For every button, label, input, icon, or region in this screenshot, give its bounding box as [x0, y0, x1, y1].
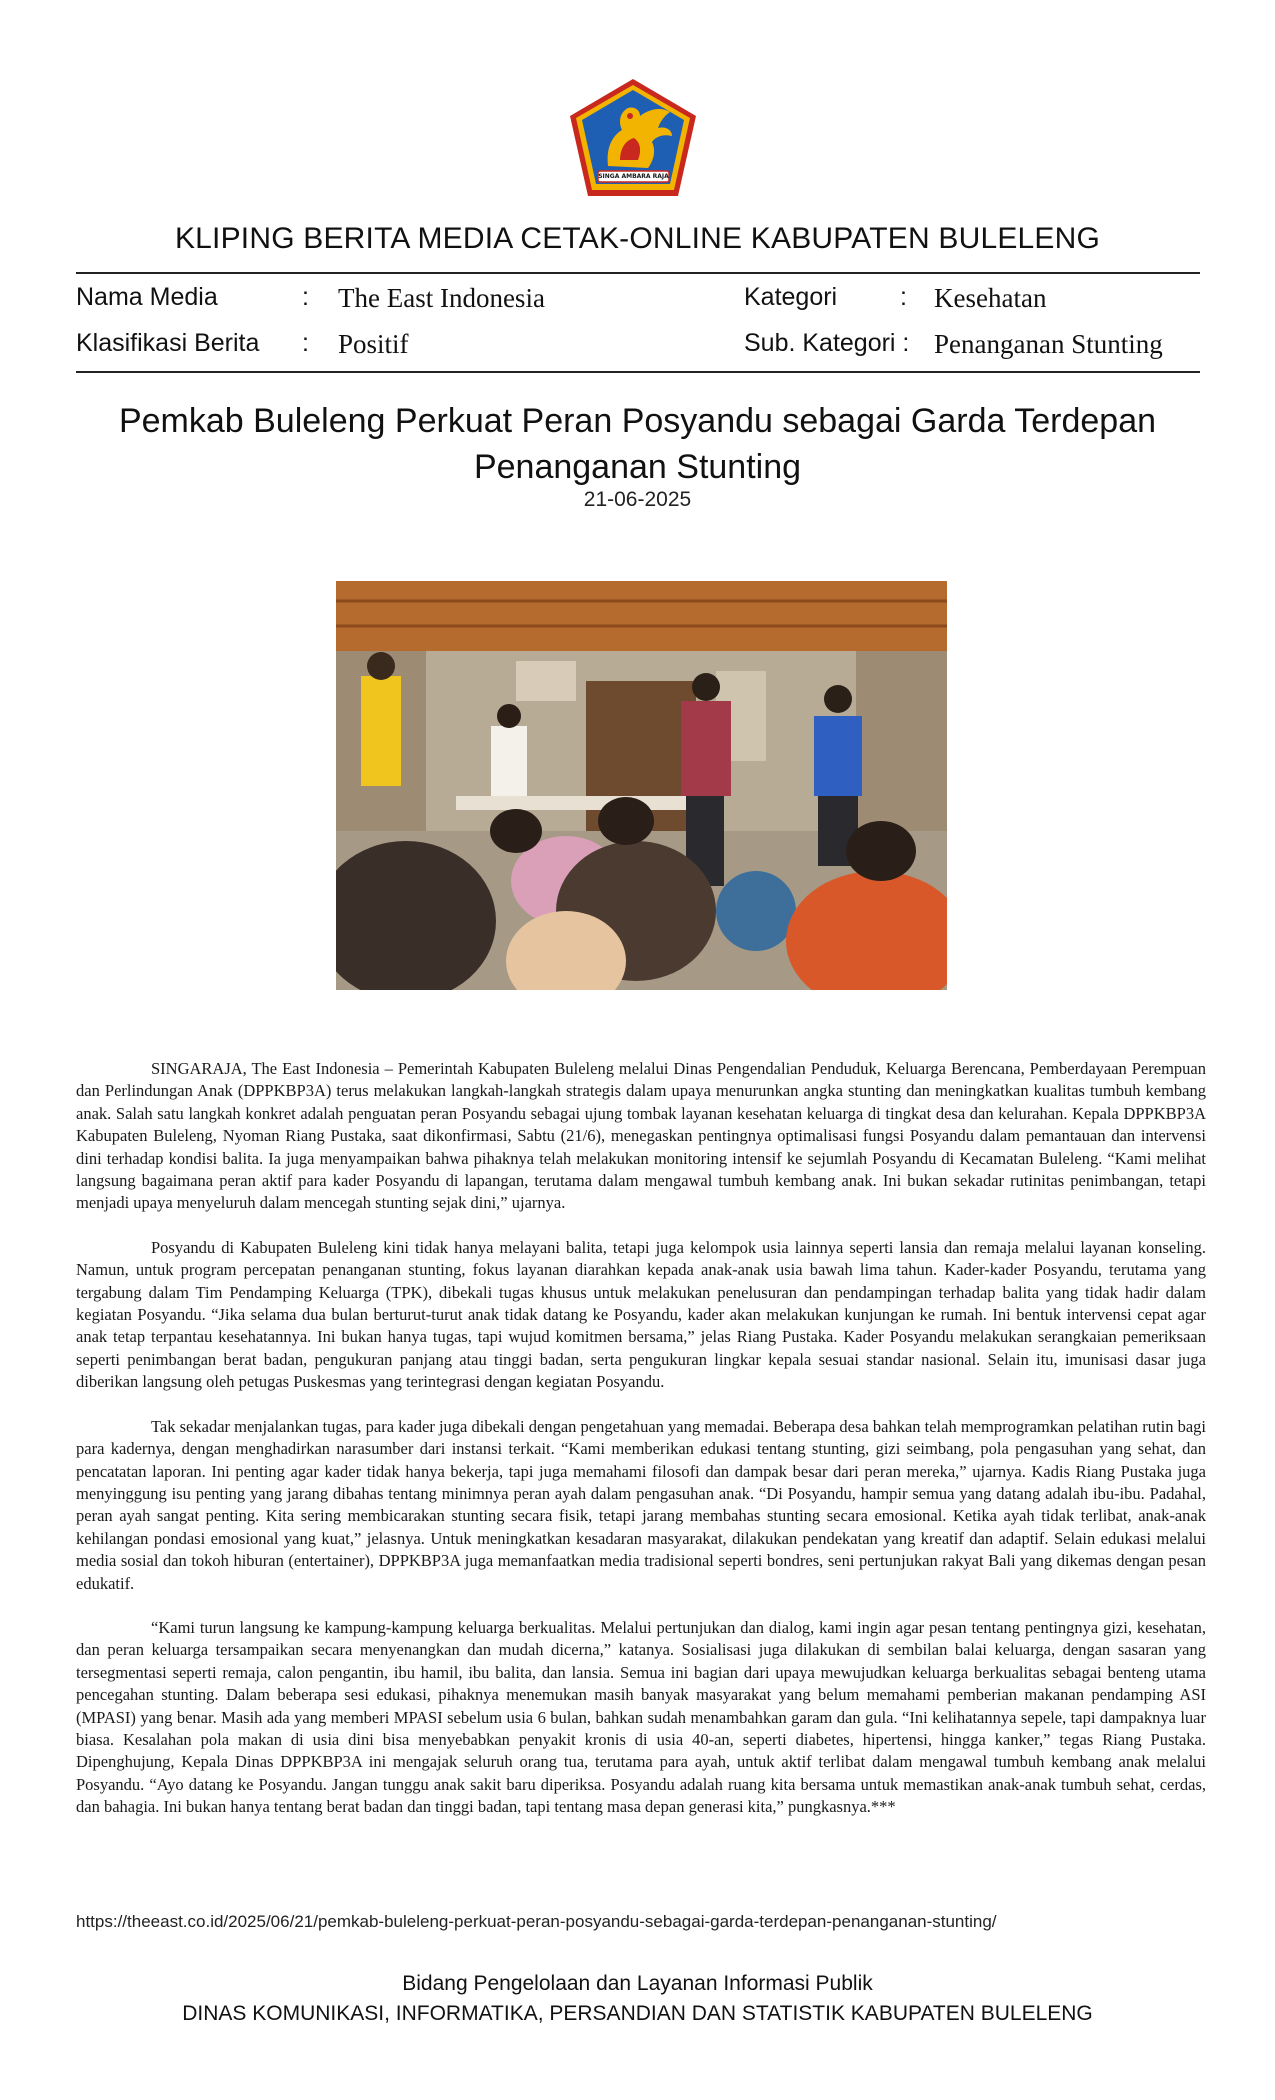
article-paragraph-3: Tak sekadar menjalankan tugas, para kader juga dibekali dengan pengetahuan yang memadai. Beberapa desa bahkan telah memprogramkan pelatihan rutin bagi para kadernya, dengan menghadirkan narasumber dari instansi terkait. “Kami memberikan edukasi tentang stunting, gizi seimbang, pola pengasuhan yang sehat, dan pencatatan laporan. Ini penting agar kader tidak hanya bekerja, tapi juga memahami filosofi dan dampak besar dari peran mereka,” ujarnya. Kadis Riang Pustaka juga menyinggung isu penting yang jarang dibahas tentang minimnya peran ayah dalam pengasuhan anak. “Di Posyandu, hampir semua yang datang adalah ibu-ibu. Padahal, peran ayah sangat penting. Kita sering membicarakan stunting secara fisik, tetapi jarang membahas stunting secara emosional. Ketika ayah tidak terlibat, anak-anak kehilangan pondasi emosional yang kuat,” jelasnya. Untuk meningkatkan kesadaran masyarakat, dilakukan pendekatan yang kreatif dan adaptif. Selain edukasi melalui media sosial dan tokoh hiburan (entertainer), DPPKBP3A juga memanfaatkan media tradisional seperti bondres, seni pertunjukan rakyat Bali yang dikemas dengan pesan edukatif. — [76, 1416, 1206, 1593]
article-date: 21-06-2025 — [583, 488, 692, 511]
logo-motto-text: SINGA AMBARA RAJA — [598, 173, 669, 180]
media-name-separator: : — [302, 283, 309, 311]
source-url-link[interactable]: https://theeast.co.id/2025/06/21/pemkab-buleleng-perkuat-peran-posyandu-sebagai-garda-terdepan-penanganan-stunting/ — [76, 1912, 997, 1931]
article-headline: Pemkab Buleleng Perkuat Peran Posyandu sebagai Garda Terdepan Penanganan Stunting — [118, 402, 1157, 486]
header-divider-bottom — [76, 371, 1200, 373]
category-separator: : — [900, 283, 907, 311]
article-paragraph-4: “Kami turun langsung ke kampung-kampung keluarga berkualitas. Melalui pertunjukan dan dialog, kami ingin agar pesan tentang pentingnya gizi, kesehatan, dan peran keluarga tersampaikan secara menyenangkan dan mudah dicerna,” katanya. Sosialisasi juga dilakukan di sembilan balai keluarga, dengan sasaran yang tersegmentasi seperti remaja, calon pengantin, ibu hamil, ibu balita, dan lansia. Semua ini bagian dari upaya mewujudkan keluarga berkualitas sebagai benteng utama pencegahan stunting. Dalam beberapa sesi edukasi, pihaknya menemukan masih banyak masyarakat yang belum memahami pemberian makanan pendamping ASI (MPASI) yang benar. Masih ada yang memberi MPASI sebelum usia 6 bulan, bahkan sudah menambahkan garam dan gula. “Ini kelihatannya sepele, tapi dampaknya luar biasa. Kesalahan pola makan di usia dini bisa menyebabkan penyakit kronis di usia 40-an, seperti diabetes, hipertensi, hingga kanker,” tegas Riang Pustaka. Dipenghujung, Kepala Dinas DPPKBP3A ini mengajak seluruh orang tua, terutama para ayah, untuk aktif terlibat dalam mengawal tumbuh kembang anak melalui Posyandu. “Ayo datang ke Posyandu. Jangan tunggu anak sakit baru diperiksa. Posyandu adalah ruang kita bersama untuk memastikan anak-anak tumbuh sehat, cerdas, dan bahagia. Ini bukan hanya tentang berat badan dan tinggi badan, tapi tentang masa depan generasi kita,” pungkasnya.*** — [76, 1617, 1206, 1817]
media-name-value: The East Indonesia — [338, 283, 545, 313]
header-divider-top — [76, 272, 1200, 274]
footer-agency: DINAS KOMUNIKASI, INFORMATIKA, PERSANDIAN DAN STATISTIK KABUPATEN BULELENG — [182, 2002, 1093, 2025]
posyandu-meeting-photo — [336, 581, 947, 990]
category-value: Kesehatan — [934, 283, 1047, 313]
media-name-label: Nama Media — [76, 283, 218, 311]
footer-department: Bidang Pengelolaan dan Layanan Informasi Publik — [402, 1972, 873, 1995]
article-paragraph-1: SINGARAJA, The East Indonesia – Pemerintah Kabupaten Buleleng melalui Dinas Pengendalian Penduduk, Keluarga Berencana, Pemberdayaan Perempuan dan Perlindungan Anak (DPPKBP3A) terus melakukan langkah-langkah strategis dalam upaya menurunkan angka stunting dan meningkatkan kualitas tumbuh kembang anak. Salah satu langkah konkret adalah penguatan peran Posyandu sebagai ujung tombak layanan kesehatan keluarga di tingkat desa dan kelurahan. Kepala DPPKBP3A Kabupaten Buleleng, Nyoman Riang Pustaka, saat dikonfirmasi, Sabtu (21/6), menegaskan pentingnya optimalisasi fungsi Posyandu dalam pemantauan dan intervensi dini terhadap kondisi balita. Ia juga menyampaikan bahwa pihaknya telah melakukan monitoring intensif ke sejumlah Posyandu di Kecamatan Buleleng. “Kami melihat langsung bagaimana peran aktif para kader Posyandu di lapangan, terutama dalam mengawal tumbuh kembang anak. Ini bukan sekadar rutinitas penimbangan, tetapi menjadi upaya menyeluruh dalam mencegah stunting sejak dini,” ujarnya. — [76, 1059, 1206, 1213]
clipping-header-title: KLIPING BERITA MEDIA CETAK-ONLINE KABUPATEN BULELENG — [174, 222, 1101, 255]
regency-logo — [568, 76, 699, 199]
category-label: Kategori — [744, 283, 838, 311]
classification-label: Klasifikasi Berita — [76, 329, 260, 357]
article-paragraph-2: Posyandu di Kabupaten Buleleng kini tidak hanya melayani balita, tetapi juga kelompok usia lainnya seperti lansia dan remaja melalui layanan konseling. Namun, untuk program percepatan penanganan stunting, fokus layanan diarahkan kepada anak-anak usia bawah lima tahun. Kader-kader Posyandu, terutama yang tergabung dalam Tim Pendamping Keluarga (TPK), dibekali tugas khusus untuk melakukan penelusuran dan pendampingan terhadap balita yang tidak hadir dalam kegiatan Posyandu. “Jika selama dua bulan berturut-turut anak tidak datang ke Posyandu, kader akan melakukan kunjungan ke rumah. Ini bentuk intervensi cepat agar anak tetap terpantau kesehatannya. Ini bukan hanya tugas, tapi wujud komitmen bersama,” jelas Riang Pustaka. Kader Posyandu melakukan serangkaian pemeriksaan seperti penimbangan berat badan, pengukuran panjang atau tinggi badan, serta pengukuran lingkar kepala sesuai standar nasional. Selain itu, imunisasi dasar juga diberikan langsung oleh petugas Puskesmas yang terintegrasi dengan kegiatan Posyandu. — [76, 1237, 1206, 1392]
subcategory-label: Sub. Kategori : — [744, 329, 910, 357]
classification-value: Positif — [338, 329, 409, 359]
classification-separator: : — [302, 329, 309, 357]
subcategory-value: Penanganan Stunting — [934, 329, 1163, 359]
article-body — [76, 1058, 1206, 1841]
